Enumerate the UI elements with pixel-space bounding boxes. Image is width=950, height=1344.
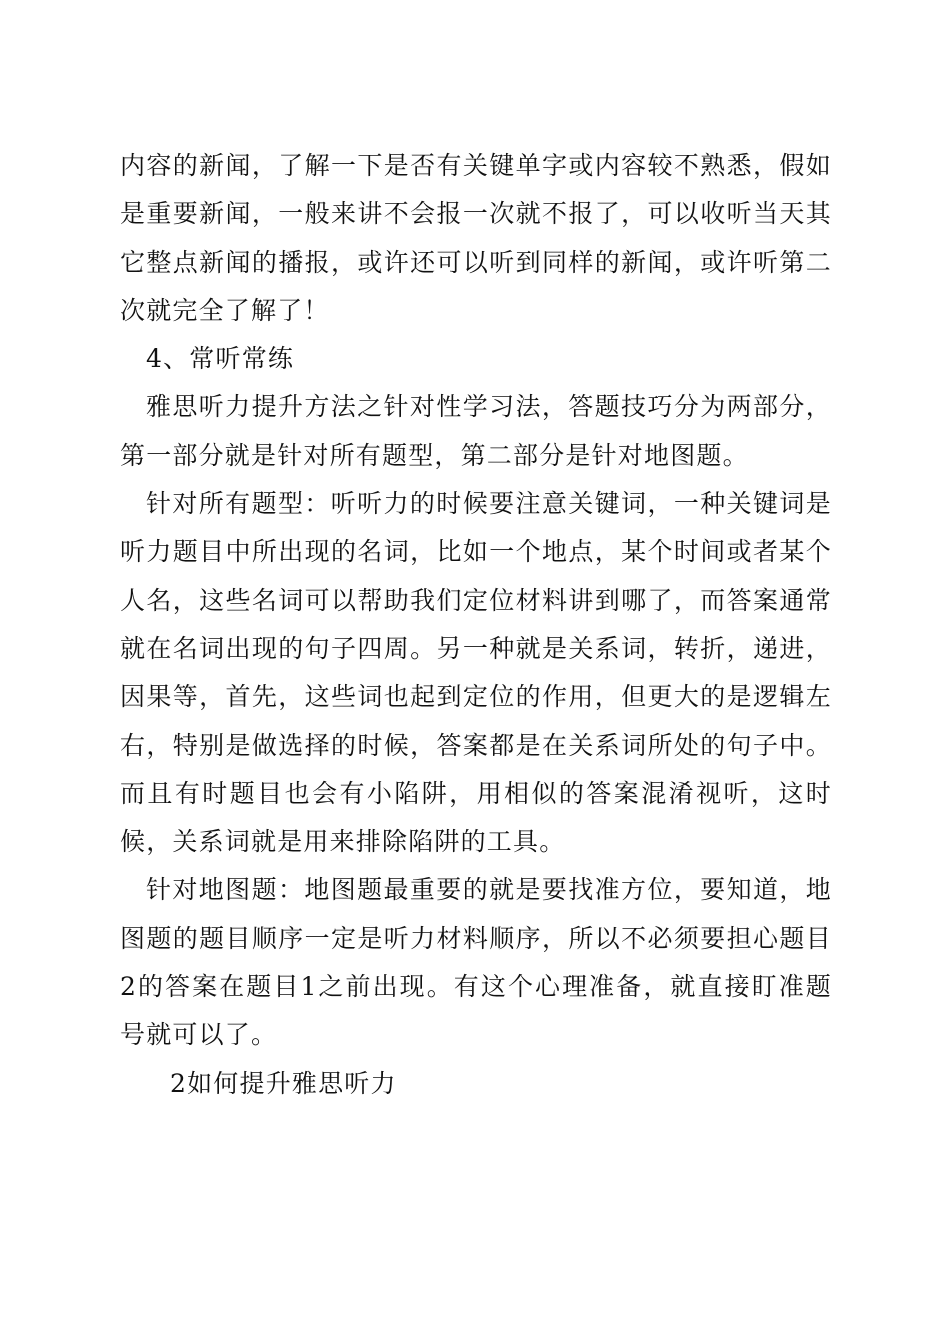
paragraph-map-questions: 针对地图题：地图题最重要的就是要找准方位，要知道，地图题的题目顺序一定是听力材料顺序，所以不必须要担心题目2的答案在题目1之前出现。有这个心理准备，就直接盯准题号就可以了。: [120, 875, 832, 1050]
paragraph-section-heading-4: 4、常听常练: [146, 344, 295, 374]
paragraph-all-question-types: 针对所有题型：听听力的时候要注意关键词，一种关键词是听力题目中所出现的名词，比如一个地点，某个时间或者某个人名，这些名词可以帮助我们定位材料讲到哪了，而答案通常就在名词出现的句子四周。另一种就是关系词，转折，递进，因果等，首先，这些词也起到定位的作用，但更大的是逻辑左右，特别是做选择的时候，答案都是在关系词所处的句子中。而且有时题目也会有小陷阱，用相似的答案混淆视听，这时候，关系词就是用来排除陷阱的工具。: [120, 489, 832, 857]
section-heading-how-to-improve: 2如何提升雅思听力: [170, 1068, 397, 1098]
paragraph-news-continuation: 内容的新闻，了解一下是否有关键单字或内容较不熟悉，假如是重要新闻，一般来讲不会报一次就不报了，可以收听当天其它整点新闻的播报，或许还可以听到同样的新闻，或许听第二次就完全了解了！: [120, 151, 832, 325]
paragraph-targeted-learning: 雅思听力提升方法之针对性学习法，答题技巧分为两部分，第一部分就是针对所有题型，第二部分是针对地图题。: [120, 392, 832, 470]
document-body: [120, 142, 832, 1108]
